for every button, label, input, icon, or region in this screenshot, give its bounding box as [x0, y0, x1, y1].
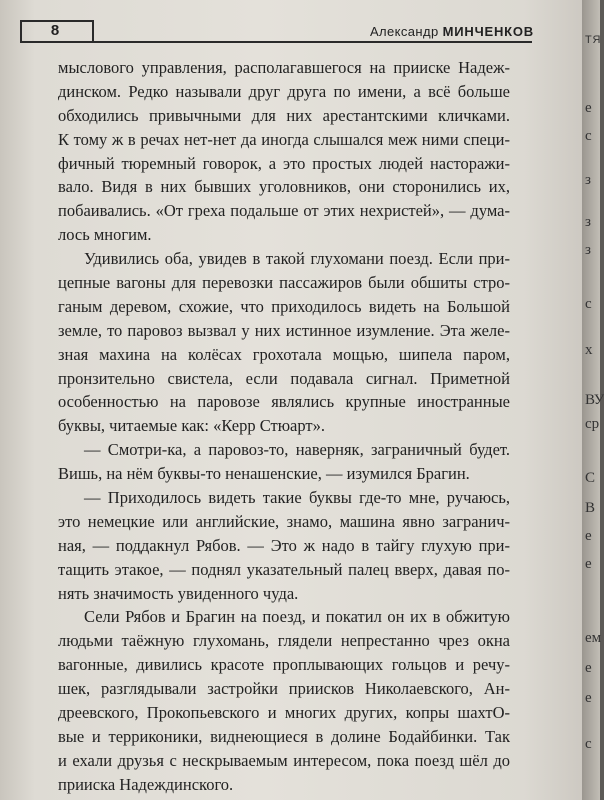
- next-page-fragment: ВУ: [585, 392, 604, 408]
- next-page-fragment: С: [585, 470, 596, 486]
- text-line: цепные вагоны для перевозки пассажиров были обшиты стро-: [58, 273, 510, 293]
- next-page-fragment: с: [585, 736, 592, 752]
- text-line: вые и терриконики, виднеющиеся в долине Бодайбинки. Так: [58, 726, 510, 746]
- next-page-fragment: е: [585, 660, 592, 676]
- text-line: земле, то паровоз вызвал у них истинное изумление. Эта желе-: [58, 320, 510, 340]
- next-page-fragment: е: [585, 690, 592, 706]
- text-line: лось многим.: [58, 225, 152, 245]
- text-line: обходились привычными для них арестантскими кличками.: [58, 105, 510, 125]
- text-line: это немецкие или английские, знамо, машина явно загранич-: [58, 511, 510, 531]
- text-line: дреевского, Прокопьевского и многих других, копры шахтО-: [58, 703, 510, 723]
- text-line: Сели Рябов и Брагин на поезд, и покатил он их в обжитую: [84, 607, 510, 627]
- next-page-fragment: з: [585, 172, 591, 188]
- text-line: вагонные, дивились красоте проплывающих гольцов и речу-: [58, 655, 510, 675]
- text-line: шек, разглядывали застройки приисков Николаевского, Ан-: [58, 679, 510, 699]
- text-line: людьми таёжную глухомань, глядели непрестанно чрез окна: [58, 631, 510, 651]
- next-page-fragment: е: [585, 528, 592, 544]
- next-page-fragment: з: [585, 214, 591, 230]
- text-line: особенностью на паровозе являлись крупные иностранные: [58, 392, 510, 412]
- next-page-edge: [582, 0, 604, 800]
- text-line: ная, — поддакнул Рябов. — Это ж надо в тайгу глухую при-: [58, 535, 510, 555]
- text-line: нять значимость увиденного чуда.: [58, 583, 299, 603]
- text-line: Удивились оба, увидев в такой глухомани поезд. Если при-: [84, 249, 510, 269]
- text-line: буквы, читаемые как: «Керр Стюарт».: [58, 416, 325, 436]
- next-page-fragment: с: [585, 296, 592, 312]
- text-line: прииска Надеждинского.: [58, 774, 234, 794]
- text-line: тащить этакое, — поднял указательный палец вверх, давая по-: [58, 559, 510, 579]
- text-line: зная махина на колёсах грохотала мощью, шипела паром,: [58, 344, 510, 364]
- page-number: 8: [50, 22, 60, 39]
- author-first-name: Александр: [369, 24, 439, 39]
- header-rule: [20, 41, 532, 43]
- next-page-fragment: с: [585, 128, 592, 144]
- body-text: [58, 56, 510, 797]
- text-line: ганым деревом, схожие, что приходилось видеть на Большой: [58, 296, 510, 316]
- text-line: пронзительно свистела, если подавала сигнал. Приметной: [58, 368, 510, 388]
- text-line: фичный тюремный говорок, а это простых людей насторажи-: [58, 153, 510, 173]
- text-line: К тому ж в речах нет-нет да иногда слышался меж ними специ-: [58, 129, 510, 149]
- next-page-fragment: ТЯ: [585, 34, 602, 46]
- text-line: Вишь, на нём буквы-то ненашенские, — изумился Брагин.: [58, 464, 470, 484]
- text-line: вало. Видя в них бывших уголовников, они сторонились их,: [58, 177, 510, 197]
- next-page-fragment: е: [585, 556, 592, 572]
- next-page-fragment: ем: [585, 630, 602, 646]
- running-head-author: [370, 24, 534, 39]
- next-page-fragment: ср: [585, 416, 600, 432]
- text-line: и ехали друзья с нескрываемым интересом, пока поезд шёл до: [58, 750, 510, 770]
- text-line: побаивались. «От греха подальше от этих нехристей», — дума-: [58, 201, 510, 221]
- next-page-fragment: е: [585, 100, 592, 116]
- text-line: — Смотри-ка, а паровоз-то, наверняк, заграничный будет.: [84, 440, 510, 460]
- next-page-fragment: з: [585, 242, 591, 258]
- text-line: мыслового управления, располагавшегося на прииске Надеж-: [58, 58, 510, 77]
- text-line: — Приходилось видеть такие буквы где-то мне, ручаюсь,: [84, 488, 510, 508]
- text-line: динском. Редко называли друг друга по имени, а всё больше: [58, 81, 510, 101]
- next-page-fragment: В: [585, 500, 596, 516]
- next-page-fragment: х: [585, 342, 593, 358]
- author-surname: МИНЧЕНКОВ: [442, 24, 534, 39]
